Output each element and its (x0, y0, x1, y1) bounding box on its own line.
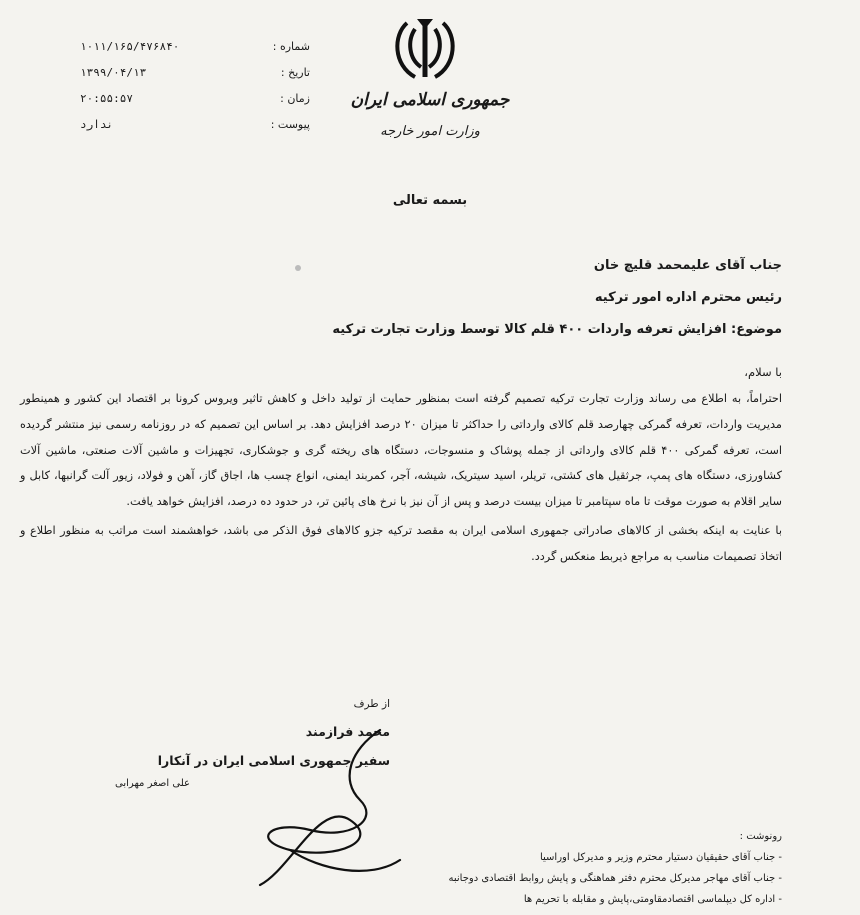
letter-subject: موضوع: افزایش تعرفه واردات ۴۰۰ قلم کالا توسط وزارت تجارت ترکیه (332, 322, 782, 337)
meta-value: ۲۰:۵۵:۵۷ (80, 92, 133, 105)
letter-meta (80, 34, 310, 138)
greeting: با سلام، (744, 365, 782, 379)
letter-body (20, 386, 782, 570)
meta-label: زمان : (280, 92, 310, 105)
meta-label: شماره : (272, 40, 310, 53)
meta-date (80, 60, 310, 86)
bismillah: بسمه تعالی (392, 193, 468, 208)
iran-emblem-icon (385, 15, 465, 85)
signature-title: سفیر جمهوری اسلامی ایران در آنکارا (157, 753, 390, 768)
meta-value: ۱۳۹۹/۰۴/۱۳ (80, 66, 147, 79)
signature-from: از طرف (353, 698, 390, 710)
meta-value: ۱۰۱۱/۱۶۵/۴۷۶۸۴۰ (80, 40, 180, 53)
cc-item: - اداره کل دیپلماسی اقتصادمقاومتی،پایش و مقابله با تحریم ها (448, 889, 782, 910)
signer-name: علی اصغر مهرابی (115, 778, 190, 789)
recipient-name: جناب آقای علیمحمد قلیچ خان (593, 258, 782, 273)
signature-name: محمد فرازمند (305, 724, 390, 739)
cc-item: - جناب آقای حقیقیان دستیار محترم وزیر و مدیرکل اوراسیا (448, 847, 782, 868)
paper-mark (295, 265, 301, 271)
government-title: جمهوری اسلامی ایران (350, 90, 510, 110)
meta-time (80, 86, 310, 112)
meta-number (80, 34, 310, 60)
cc-item: - جناب آقای مهاجر مدیرکل محترم دفتر هماهنگی و پایش روابط اقتصادی دوجانبه (448, 868, 782, 889)
meta-label: پیوست : (270, 118, 310, 131)
ministry-title: وزارت امور خارجه (380, 124, 480, 139)
body-paragraph-2: با عنایت به اینکه بخشی از کالاهای صادراتی جمهوری اسلامی ایران به مقصد ترکیه جزو کالاهای فوق الذکر می باشد، خواهشمند است مراتب به منظور اطلاع و اتخاذ تصمیمات مناسب به مراجع ذیربط منعکس گردد. (20, 523, 782, 563)
cc-heading: رونوشت : (739, 831, 782, 842)
handwritten-signature (230, 720, 440, 890)
cc-list (448, 826, 782, 910)
body-paragraph-1: احتراماً، به اطلاع می رساند وزارت تجارت ترکیه تصمیم گرفته است بمنظور حمایت از تولید داخل و کاهش تاثیر ویروس کرونا بر اقتصاد این کشور و همینطور مدیریت واردات، تعرفه گمرکی چهارصد قلم کالای وارداتی را حداکثر تا میزان ۲۰ درصد افزایش دهد. بر اساس این تصمیم که در روزنامه رسمی نیز منتشر گردیده است، تعرفه گمرکی ۴۰۰ قلم کالای وارداتی از جمله پوشاک و منسوجات، دستگاه های ریخته گری و جوشکاری، تجهیزات و ماشین آلات صنعتی، ماشین آلات کشاورزی، دستگاه های پمپ، جرثقیل های کشتی، تریلر، اسید سیتریک، شیشه، آجر، کمربند ایمنی، انواع چسب ها، اجاق گاز، آهن و فولاد، زیور آلت گرانبها، کابل و سایر اقلام به صورت موقت تا ماه سپتامبر تا میزان بیست درصد و پس از آن نیز با نرخ های پائین تر، در حدود ده درصد، افزایش خواهد یافت. (20, 392, 782, 509)
meta-attachment (80, 112, 310, 138)
recipient-title: رئیس محترم اداره امور ترکیه (594, 290, 782, 305)
meta-label: تاریخ : (280, 66, 310, 79)
meta-value: ندارد (80, 118, 114, 131)
